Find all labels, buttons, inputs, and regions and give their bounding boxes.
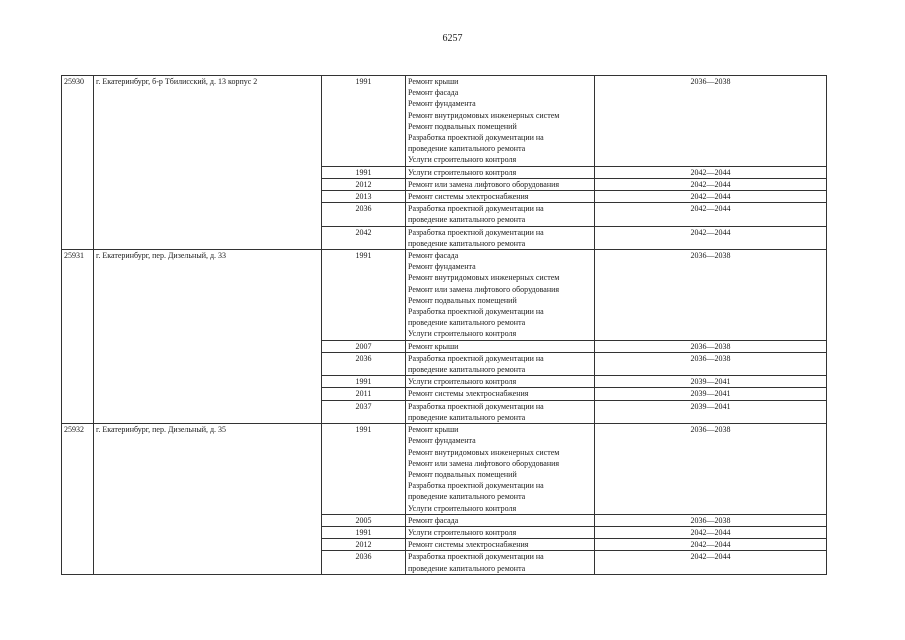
commission-year: 2037 xyxy=(322,400,406,423)
repair-work-item: Ремонт фасада xyxy=(408,515,459,525)
planned-period: 2036—2038 xyxy=(595,424,827,515)
commission-year: 1991 xyxy=(322,526,406,538)
repair-works xyxy=(406,514,595,526)
repair-work-item: Услуги строительного контроля xyxy=(408,167,517,177)
planned-period: 2036—2038 xyxy=(595,76,827,167)
page-number: 6257 xyxy=(442,33,463,44)
repair-work-item: Разработка проектной документации на xyxy=(408,552,544,562)
repair-work-item: Ремонт системы электроснабжения xyxy=(408,192,529,202)
repair-work-item: Разработка проектной документации на xyxy=(408,227,544,237)
repair-work-item: Разработка проектной документации на xyxy=(408,204,544,214)
repair-works xyxy=(406,388,595,400)
repair-work-item: Ремонт внутридомовых инженерных систем xyxy=(408,273,560,283)
repair-work-item: Разработка проектной документации на xyxy=(408,353,544,363)
commission-year: 2005 xyxy=(322,514,406,526)
commission-year: 2013 xyxy=(322,191,406,203)
repair-work-item: Ремонт системы электроснабжения xyxy=(408,540,529,550)
repair-work-item: Услуги строительного контроля xyxy=(408,329,517,339)
planned-period: 2039—2041 xyxy=(595,388,827,400)
commission-year: 1991 xyxy=(322,424,406,515)
building-id: 25931 xyxy=(62,250,94,424)
planned-period: 2042—2044 xyxy=(595,551,827,574)
repair-work-item: Ремонт внутридомовых инженерных систем xyxy=(408,447,560,457)
repair-works xyxy=(406,76,595,167)
repair-work-item: Ремонт системы электроснабжения xyxy=(408,389,529,399)
table-row xyxy=(62,76,827,167)
repair-work-item: Услуги строительного контроля xyxy=(408,527,517,537)
repair-work-item: Ремонт фундамента xyxy=(408,262,476,272)
repair-work-item: проведение капитального ремонта xyxy=(408,318,526,328)
planned-period: 2039—2041 xyxy=(595,400,827,423)
repair-work-item: Ремонт или замена лифтового оборудования xyxy=(408,458,560,468)
repair-work-item: проведение капитального ремонта xyxy=(408,144,526,154)
repair-work-item: Ремонт фундамента xyxy=(408,99,476,109)
repair-works xyxy=(406,178,595,190)
repair-works xyxy=(406,203,595,226)
repair-work-item: Ремонт или замена лифтового оборудования xyxy=(408,284,560,294)
repair-work-item: Ремонт подвальных помещений xyxy=(408,121,517,131)
repair-work-item: проведение капитального ремонта xyxy=(408,492,526,502)
commission-year: 2012 xyxy=(322,178,406,190)
planned-period: 2042—2044 xyxy=(595,539,827,551)
repair-work-item: Разработка проектной документации на xyxy=(408,307,544,317)
repair-works xyxy=(406,250,595,341)
repair-works xyxy=(406,226,595,249)
repair-work-item: Ремонт фундамента xyxy=(408,436,476,446)
commission-year: 2036 xyxy=(322,551,406,574)
repair-work-item: проведение капитального ремонта xyxy=(408,215,526,225)
repair-work-item: Ремонт фасада xyxy=(408,251,459,261)
repair-works xyxy=(406,526,595,538)
planned-period: 2042—2044 xyxy=(595,526,827,538)
planned-period: 2042—2044 xyxy=(595,203,827,226)
planned-period: 2042—2044 xyxy=(595,226,827,249)
building-id: 25932 xyxy=(62,424,94,575)
planned-period: 2036—2038 xyxy=(595,250,827,341)
table-row xyxy=(62,250,827,341)
planned-period: 2042—2044 xyxy=(595,178,827,190)
commission-year: 2007 xyxy=(322,340,406,352)
repair-work-item: Ремонт подвальных помещений xyxy=(408,469,517,479)
repair-work-item: проведение капитального ремонта xyxy=(408,365,526,375)
repair-works xyxy=(406,400,595,423)
repair-works xyxy=(406,352,595,375)
repair-works xyxy=(406,191,595,203)
repair-work-item: Услуги строительного контроля xyxy=(408,503,517,513)
commission-year: 2011 xyxy=(322,388,406,400)
commission-year: 1991 xyxy=(322,250,406,341)
planned-period: 2036—2038 xyxy=(595,514,827,526)
repair-work-item: Разработка проектной документации на xyxy=(408,133,544,143)
repair-work-item: Ремонт фасада xyxy=(408,88,459,98)
repair-works xyxy=(406,551,595,574)
building-address: г. Екатеринбург, пер. Дизельный, д. 35 xyxy=(94,424,322,575)
repair-work-item: Ремонт крыши xyxy=(408,425,459,435)
commission-year: 1991 xyxy=(322,76,406,167)
repair-works xyxy=(406,424,595,515)
commission-year: 2042 xyxy=(322,226,406,249)
repair-work-item: проведение капитального ремонта xyxy=(408,563,526,573)
repair-work-item: Разработка проектной документации на xyxy=(408,481,544,491)
capital-repair-table xyxy=(61,75,827,575)
repair-works xyxy=(406,166,595,178)
building-address: г. Екатеринбург, б-р Тбилисский, д. 13 корпус 2 xyxy=(94,76,322,250)
table-body xyxy=(62,76,827,575)
repair-work-item: Услуги строительного контроля xyxy=(408,377,517,387)
commission-year: 1991 xyxy=(322,376,406,388)
table-row xyxy=(62,424,827,515)
repair-work-item: Ремонт внутридомовых инженерных систем xyxy=(408,110,560,120)
repair-work-item: проведение капитального ремонта xyxy=(408,412,526,422)
building-address: г. Екатеринбург, пер. Дизельный, д. 33 xyxy=(94,250,322,424)
repair-work-item: Ремонт крыши xyxy=(408,341,459,351)
repair-works xyxy=(406,376,595,388)
repair-work-item: проведение капитального ремонта xyxy=(408,238,526,248)
planned-period: 2042—2044 xyxy=(595,191,827,203)
commission-year: 1991 xyxy=(322,166,406,178)
repair-works xyxy=(406,539,595,551)
repair-work-item: Услуги строительного контроля xyxy=(408,155,517,165)
commission-year: 2036 xyxy=(322,203,406,226)
planned-period: 2039—2041 xyxy=(595,376,827,388)
commission-year: 2012 xyxy=(322,539,406,551)
building-id: 25930 xyxy=(62,76,94,250)
planned-period: 2036—2038 xyxy=(595,340,827,352)
commission-year: 2036 xyxy=(322,352,406,375)
planned-period: 2042—2044 xyxy=(595,166,827,178)
planned-period: 2036—2038 xyxy=(595,352,827,375)
repair-works xyxy=(406,340,595,352)
repair-work-item: Ремонт или замена лифтового оборудования xyxy=(408,179,560,189)
repair-work-item: Ремонт крыши xyxy=(408,77,459,86)
repair-work-item: Разработка проектной документации на xyxy=(408,401,544,411)
repair-work-item: Ремонт подвальных помещений xyxy=(408,295,517,305)
